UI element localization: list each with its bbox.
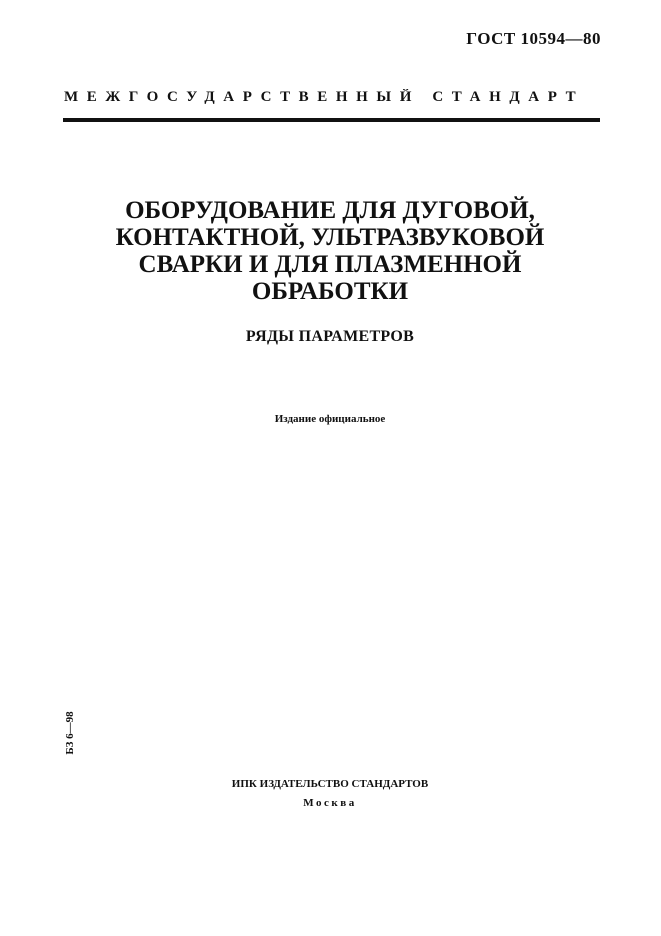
publisher-city: Москва xyxy=(303,797,357,809)
publisher-name: ИПК ИЗДАТЕЛЬСТВО СТАНДАРТОВ xyxy=(231,778,429,790)
title-line: ОБОРУДОВАНИЕ ДЛЯ ДУГОВОЙ, xyxy=(125,197,535,224)
header-divider xyxy=(63,118,600,122)
document-subtitle: РЯДЫ ПАРАМЕТРОВ xyxy=(245,328,415,345)
edition-label: Издание официальное xyxy=(274,413,386,425)
document-title xyxy=(80,197,580,305)
title-line: СВАРКИ И ДЛЯ ПЛАЗМЕННОЙ xyxy=(138,251,522,278)
title-line: ОБРАБОТКИ xyxy=(251,278,409,305)
interstate-standard-label: МЕЖГОСУДАРСТВЕННЫЙ СТАНДАРТ xyxy=(64,89,585,105)
side-catalog-code: БЗ 6—98 xyxy=(64,711,76,755)
title-line: КОНТАКТНОЙ, УЛЬТРАЗВУКОВОЙ xyxy=(115,224,545,251)
gost-code: ГОСТ 10594—80 xyxy=(466,29,601,48)
